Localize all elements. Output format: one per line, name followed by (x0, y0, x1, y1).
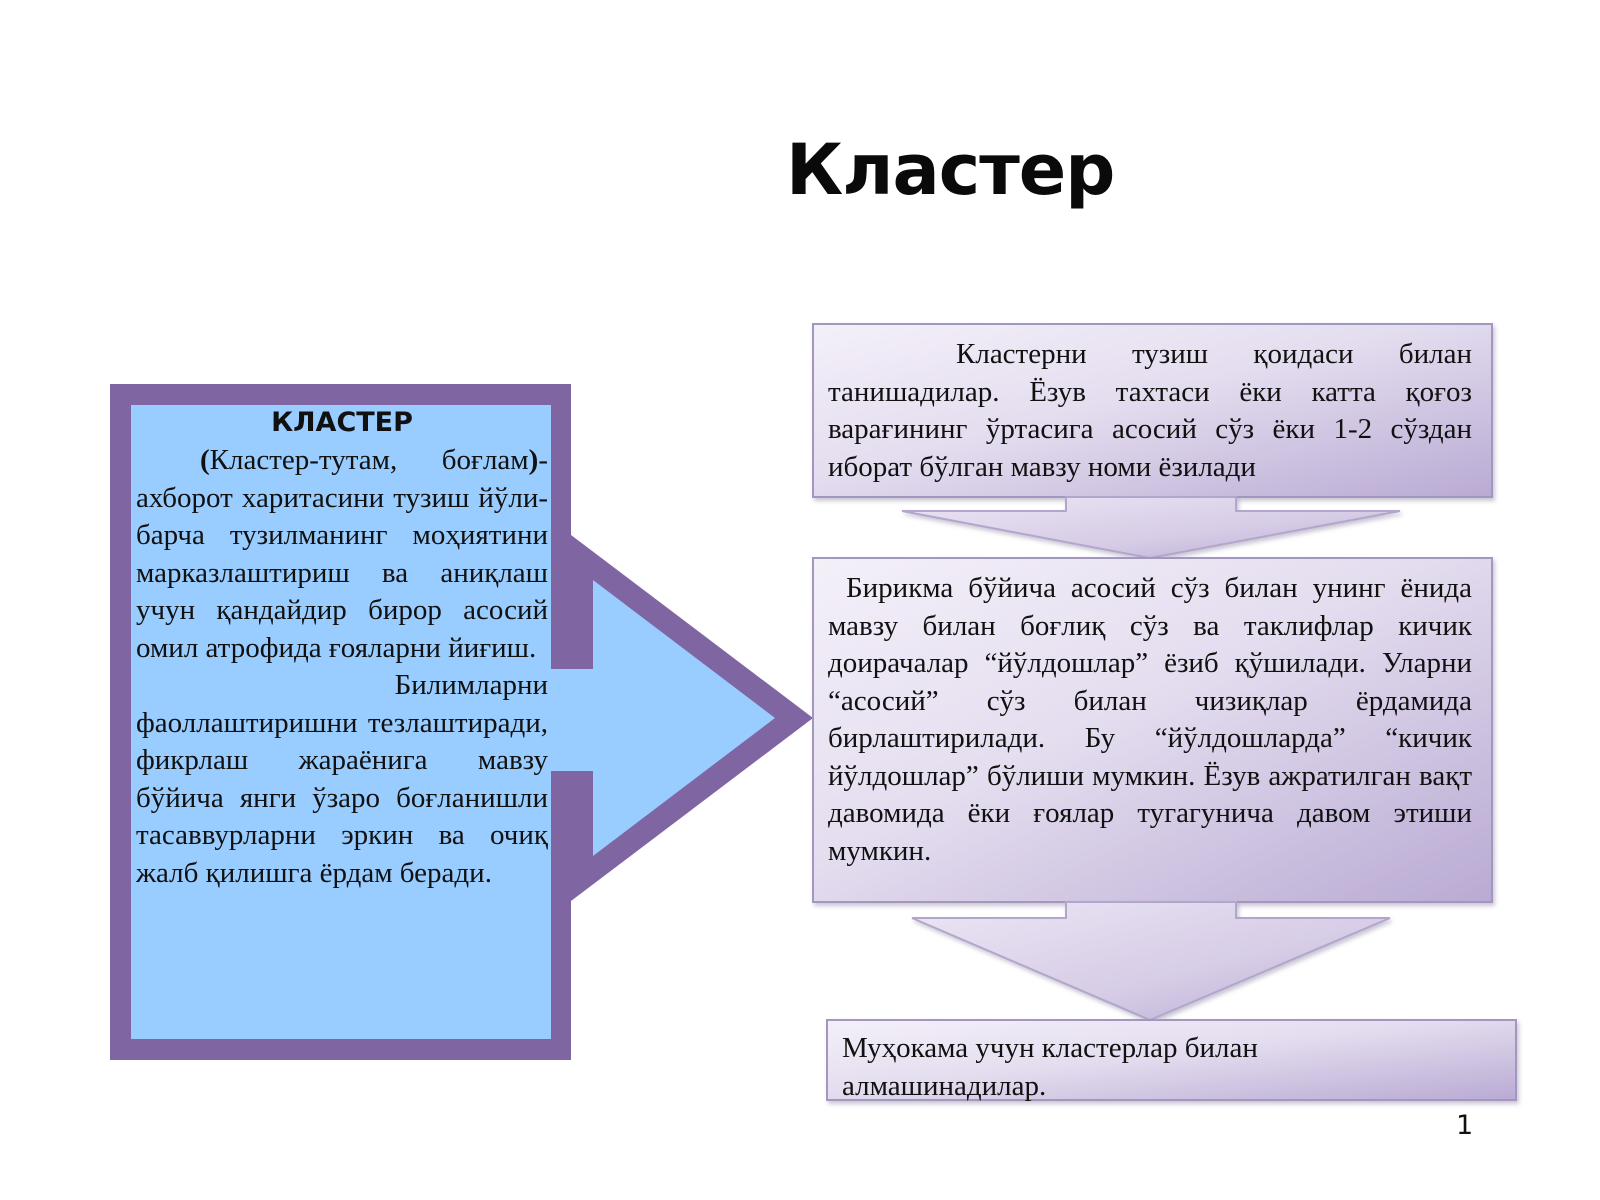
step-3-text: Муҳокама учун кластерлар билан алмашинадилар. (842, 1032, 1258, 1102)
definition-text: - ахборот харитасини тузиш йўли- барча тузилманинг моҳиятини марказлаштириш ва аниқлаш учун қандайдир бирор асосий омил атрофида ғояларни йиғиш. (136, 444, 548, 664)
step-2-text: Бирикма бўйича асосий сўз билан унинг ёнида мавзу билан боғлиқ сўз ва таклифлар кичик доирачалар “йўлдошлар” ёзиб қўшилади. Уларни “асосий” сўз билан чизиқлар ёрдамида бирлаштирилади. Бу “йўлдошларда” “кичик йўлдошлар” бўлиши мумкин. Ёзув ажратилган вақт давомида ёки ғоялар тугагунича давом этиши мумкин. (828, 572, 1472, 867)
cluster-heading: КЛАСТЕР (271, 407, 413, 438)
slide-title: Кластер (786, 129, 1115, 211)
step-1-text: Кластерни тузиш қоидаси билан танишадилар. Ёзув тахтаси ёки катта қоғоз варағининг ўртасига асосий сўз ёки 1-2 сўздан иборат бўлган мавзу номи ёзилади (828, 338, 1472, 483)
cluster-definition-paragraph (136, 442, 548, 667)
down-arrow-1 (902, 497, 1400, 558)
definition-term: Кластер-тутам, боғлам (209, 444, 529, 476)
page-number: 1 (1456, 1110, 1474, 1141)
close-paren: ) (528, 444, 539, 476)
benefit-lead: Билимларни (394, 669, 548, 701)
down-arrow-2 (912, 902, 1390, 1020)
cluster-definition (136, 404, 548, 892)
cluster-benefit-paragraph (136, 667, 548, 892)
step-2-text-block (828, 570, 1472, 870)
step-1-text-block (828, 336, 1472, 486)
benefit-text: фаоллаштиришни тезлаштиради, фикрлаш жараёнига мавзу бўйича янги ўзаро боғланишли тасаввурларни эркин ва очиқ жалб қилишга ёрдам беради. (136, 706, 548, 889)
open-paren: ( (200, 444, 210, 476)
